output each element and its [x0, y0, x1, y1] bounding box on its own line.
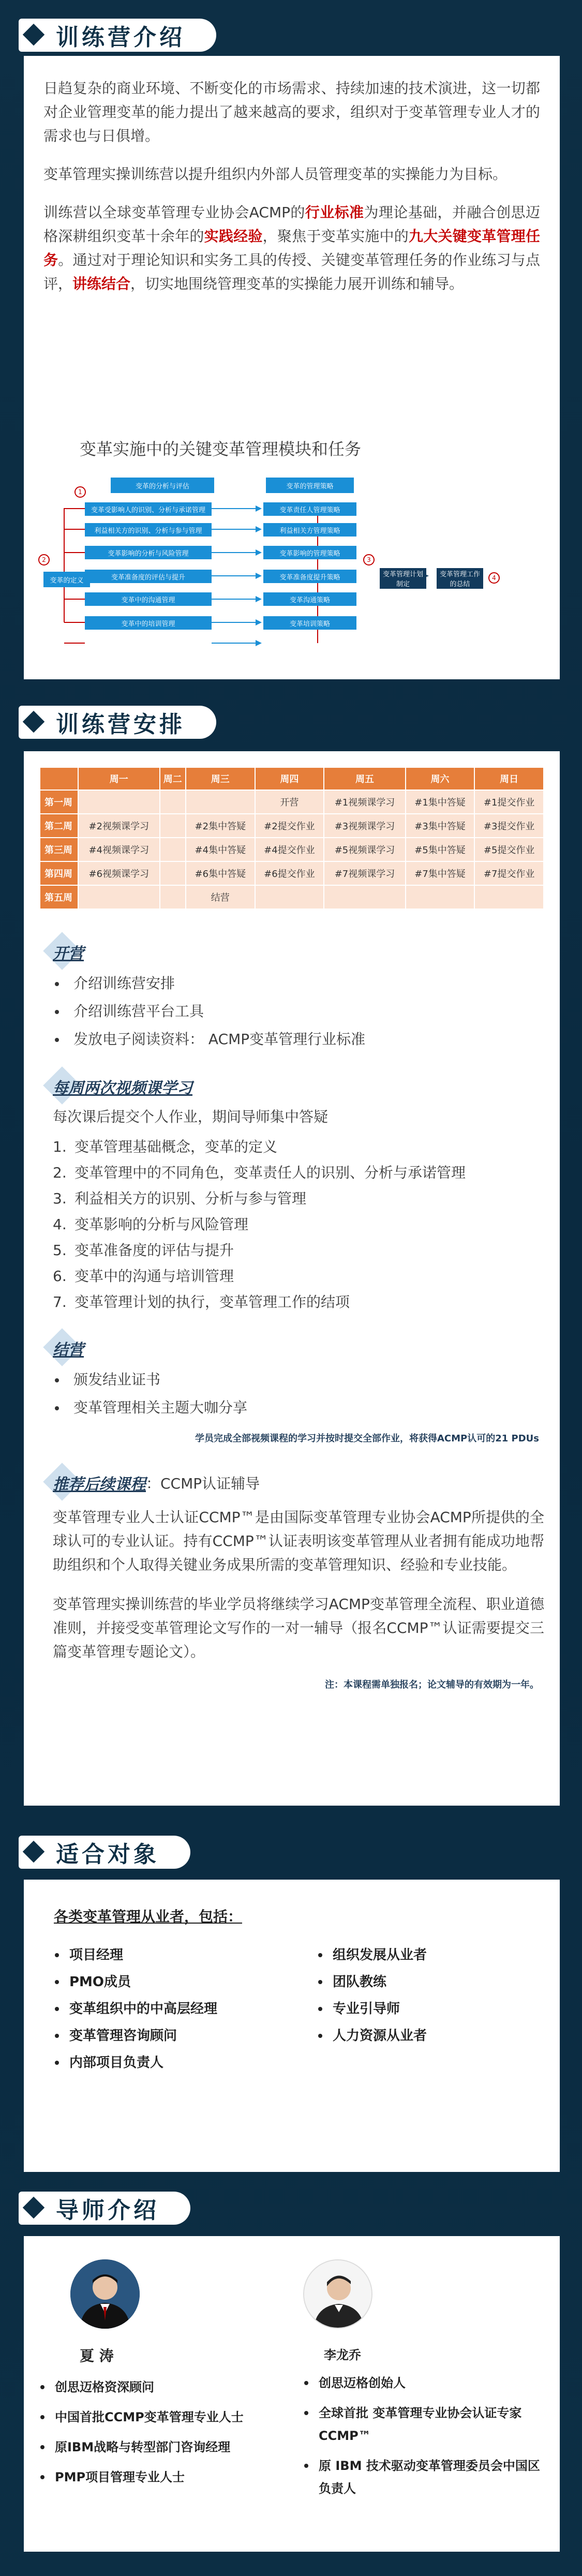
- table-cell: #5提交作业: [474, 838, 544, 861]
- list-item: 变革管理相关主题大咖分享: [53, 1394, 544, 1422]
- table-cell: #6提交作业: [255, 861, 324, 885]
- table-cell: #1集中答疑: [406, 790, 475, 814]
- closing-block: [53, 1337, 544, 1445]
- table-cell: #6视频课学习: [78, 861, 160, 885]
- p3-highlight-experience: 实践经验: [204, 228, 263, 245]
- mentor-name: 夏 涛: [80, 2347, 114, 2364]
- table-row: [40, 838, 544, 861]
- follow-heading-text: 推荐后续课程: [53, 1476, 146, 1494]
- diagram-left-item: 变革影响的分析与风险管理: [85, 546, 212, 559]
- mentor-avatar: [303, 2259, 372, 2329]
- diagram-left-item: 变革受影响人的识别、分析与承诺管理: [85, 502, 212, 516]
- diagram-plan-box: 变革管理计划制定: [380, 568, 426, 589]
- table-row: [40, 885, 544, 909]
- list-item: 全球首批 变革管理专业协会认证专家CCMP™: [303, 2402, 541, 2447]
- list-item: [53, 1160, 544, 1186]
- audience-right-list: [317, 1942, 530, 2076]
- intro-section-title: [19, 19, 216, 52]
- p3-highlight-standard: 行业标准: [305, 204, 364, 221]
- list-text: 利益相关方的识别、分析与参与管理: [74, 1190, 307, 1207]
- list-text: 变革管理中的不同角色，变革责任人的识别、分析与承诺管理: [74, 1164, 466, 1181]
- list-item: [53, 1289, 544, 1315]
- table-cell: #7提交作业: [474, 861, 544, 885]
- video-block: [53, 1075, 544, 1315]
- audience-card: [24, 1880, 560, 2172]
- intro-paragraph-2: 变革管理实操训练营以提升组织内外部人员管理变革的实操能力为目标。: [43, 166, 508, 183]
- table-cell: [160, 814, 186, 838]
- table-cell: [78, 885, 160, 909]
- diamond-icon: [23, 711, 44, 733]
- video-heading: [53, 1075, 192, 1098]
- p3-text-g: 。通过对于理论知识和实务工具的传授、关键变革管理任务的作业练习与点评，: [43, 251, 540, 292]
- list-number: 3.: [53, 1190, 67, 1207]
- audience-lead: 各类变革管理从业者，包括：: [54, 1908, 243, 1925]
- table-cell: #4提交作业: [255, 838, 324, 861]
- person-icon: [304, 2260, 372, 2329]
- table-cell: [474, 885, 544, 909]
- video-list: [53, 1134, 544, 1315]
- intro-card: [24, 56, 560, 679]
- table-cell: [160, 861, 186, 885]
- list-item: 创思迈格创始人: [303, 2372, 541, 2394]
- diagram-left-item: 利益相关方的识别、分析与参与管理: [85, 523, 212, 537]
- diagram-right-item: 变革培训策略: [263, 616, 356, 630]
- list-item: [53, 1238, 544, 1263]
- audience-title-text: 适合对象: [56, 1841, 159, 1868]
- list-number: 1.: [53, 1138, 67, 1155]
- table-cell: 结营: [186, 885, 255, 909]
- table-cell: #1提交作业: [474, 790, 544, 814]
- list-item: PMO成员: [54, 1969, 317, 1996]
- list-number: 7.: [53, 1293, 67, 1311]
- list-number: 2.: [53, 1164, 67, 1181]
- list-item: [53, 1186, 544, 1212]
- table-cell: [186, 790, 255, 814]
- p3-highlight-practice: 讲练结合: [72, 275, 131, 292]
- table-header: 周一: [78, 767, 160, 790]
- p3-text-e: ，聚焦于变革实施中的: [262, 228, 409, 245]
- list-item: 变革组织中的中高层经理: [54, 1996, 317, 2022]
- person-icon: [70, 2259, 140, 2329]
- list-item: 变革管理咨询顾问: [54, 2022, 317, 2049]
- list-item: [53, 1212, 544, 1238]
- diamond-icon: [23, 2197, 44, 2218]
- list-number: 6.: [53, 1268, 67, 1285]
- diagram-right-item: 变革准备度提升策略: [263, 570, 356, 583]
- diagram-step-marker: 3: [363, 554, 375, 565]
- table-row: [40, 861, 544, 885]
- intro-paragraph-3: [43, 201, 540, 296]
- table-header: [40, 767, 78, 790]
- diagram-right-item: 变革沟通策略: [263, 592, 356, 606]
- diagram-step-marker: 4: [488, 572, 500, 584]
- list-number: 5.: [53, 1242, 67, 1259]
- diagram-left-item: 变革中的沟通管理: [85, 592, 212, 606]
- table-cell: #3提交作业: [474, 814, 544, 838]
- audience-section-title: [19, 1836, 190, 1869]
- table-cell: #5视频课学习: [324, 838, 406, 861]
- list-item: 中国首批CCMP变革管理专业人士: [39, 2406, 288, 2429]
- video-description: 每次课后提交个人作业，期间导师集中答疑: [53, 1108, 329, 1125]
- diamond-icon: [23, 1841, 44, 1863]
- table-cell: #1视频课学习: [324, 790, 406, 814]
- list-item: 颁发结业证书: [53, 1366, 544, 1394]
- opening-heading-text: 开营: [53, 945, 84, 963]
- closing-heading: [53, 1337, 84, 1360]
- list-item: 内部项目负责人: [54, 2049, 317, 2076]
- diagram-step-marker: 1: [74, 486, 86, 498]
- diagram-step-marker: 2: [38, 554, 50, 565]
- diagram-top-left-box: 变革的分析与评估: [111, 478, 214, 493]
- list-text: 变革管理基础概念，变革的定义: [74, 1138, 278, 1155]
- table-cell: [78, 790, 160, 814]
- table-header: 周六: [406, 767, 475, 790]
- table-row: [40, 790, 544, 814]
- list-item: 原IBM战略与转型部门咨询经理: [39, 2436, 288, 2459]
- list-item: PMP项目管理专业人士: [39, 2466, 288, 2489]
- mentor-section-title: [19, 2192, 190, 2225]
- change-module-diagram: [43, 436, 540, 674]
- table-cell: #3集中答疑: [406, 814, 475, 838]
- schedule-title-text: 训练营安排: [56, 711, 185, 738]
- table-cell: #5集中答疑: [406, 838, 475, 861]
- diagram-start-box: 变革的定义: [43, 572, 90, 587]
- opening-list: [53, 970, 544, 1053]
- table-cell: [160, 885, 186, 909]
- table-cell: #7视频课学习: [324, 861, 406, 885]
- diagram-left-item: 变革中的培训管理: [85, 616, 212, 630]
- list-item: 专业引导师: [317, 1996, 530, 2022]
- diagram-left-item: 变革准备度的评估与提升: [85, 570, 212, 583]
- list-item: 人力资源从业者: [317, 2022, 530, 2049]
- diagram-right-item: 利益相关方管理策略: [263, 523, 356, 537]
- mentor-avatar: [70, 2259, 140, 2329]
- table-cell: 第二周: [40, 814, 78, 838]
- table-cell: 第三周: [40, 838, 78, 861]
- list-item: [53, 1263, 544, 1289]
- follow-block: [53, 1471, 544, 1691]
- list-item: 项目经理: [54, 1942, 317, 1969]
- follow-note: 注：本课程需单独报名；论文辅导的有效期为一年。: [325, 1679, 539, 1690]
- list-text: 变革准备度的评估与提升: [74, 1242, 234, 1259]
- diagram-right-item: 变革影响的管理策略: [263, 546, 356, 559]
- follow-paragraph-2: 变革管理实操训练营的毕业学员将继续学习ACMP变革管理全流程、职业道德准则，并接受变革管理论文写作的一对一辅导（报名CCMP™认证需要提交三篇变革管理专题论文）。: [53, 1596, 544, 1660]
- closing-heading-text: 结营: [53, 1341, 84, 1359]
- table-cell: [255, 885, 324, 909]
- diamond-icon: [23, 24, 44, 46]
- audience-left-list: [54, 1942, 317, 2076]
- table-row: [40, 814, 544, 838]
- list-text: 变革影响的分析与风险管理: [74, 1216, 249, 1233]
- mentor-1-list: [39, 2376, 288, 2489]
- table-cell: [324, 885, 406, 909]
- table-cell: #7集中答疑: [406, 861, 475, 885]
- table-cell: #2视频课学习: [78, 814, 160, 838]
- list-number: 4.: [53, 1216, 67, 1233]
- table-cell: #2提交作业: [255, 814, 324, 838]
- table-cell: [160, 838, 186, 861]
- table-cell: #3视频课学习: [324, 814, 406, 838]
- follow-heading: [53, 1471, 146, 1494]
- table-cell: #6集中答疑: [186, 861, 255, 885]
- pdu-note: 学员完成全部视频课程的学习并按时提交全部作业，将获得ACMP认可的21 PDUs: [195, 1433, 539, 1444]
- table-header: 周二: [160, 767, 186, 790]
- diagram-top-right-box: 变革的管理策略: [266, 478, 354, 493]
- opening-block: [53, 941, 544, 1053]
- follow-paragraph-1: 变革管理专业人士认证CCMP™是由国际变革管理专业协会ACMP所提供的全球认可的专业认证。持有CCMP™认证表明该变革管理从业者拥有能成功地帮助组织和个人取得关键业务成果所需的变革管理知识、经验和专业技能。: [53, 1509, 544, 1573]
- opening-heading: [53, 941, 84, 963]
- mentor-title-text: 导师介绍: [56, 2197, 159, 2224]
- mentor-2-list: [303, 2372, 541, 2500]
- list-item: 组织发展从业者: [317, 1942, 530, 1969]
- list-item: [53, 1134, 544, 1160]
- list-item: 介绍训练营安排: [53, 970, 544, 997]
- p3-highlight-tasks: 九大关键变革管理任务: [43, 228, 540, 269]
- list-item: 发放电子阅读资料： ACMP变革管理行业标准: [53, 1025, 544, 1053]
- schedule-section-title: [19, 706, 216, 739]
- table-header: 周三: [186, 767, 255, 790]
- list-item: 原 IBM 技术驱动变革管理委员会中国区负责人: [303, 2454, 541, 2500]
- intro-title-text: 训练营介绍: [56, 24, 185, 51]
- follow-course-name: ：CCMP认证辅导: [146, 1475, 260, 1492]
- video-heading-text: 每周两次视频课学习: [53, 1079, 192, 1097]
- table-cell: 第五周: [40, 885, 78, 909]
- diagram-end-box: 变革管理工作的总结: [437, 568, 483, 589]
- table-header: 周四: [255, 767, 324, 790]
- table-cell: [406, 885, 475, 909]
- diagram-right-item: 变革责任人管理策略: [263, 502, 356, 516]
- table-cell: #4集中答疑: [186, 838, 255, 861]
- table-cell: [160, 790, 186, 814]
- table-cell: 第一周: [40, 790, 78, 814]
- diagram-title: 变革实施中的关键变革管理模块和任务: [80, 439, 362, 459]
- table-header: 周日: [474, 767, 544, 790]
- mentor-name: 李龙乔: [324, 2348, 361, 2362]
- table-cell: #2集中答疑: [186, 814, 255, 838]
- table-header: 周五: [324, 767, 406, 790]
- p3-text-c: 为理论基础，并融合创思迈格深耕组织变革十余年的: [43, 204, 540, 245]
- table-cell: 第四周: [40, 861, 78, 885]
- table-cell: #4视频课学习: [78, 838, 160, 861]
- list-text: 变革管理计划的执行，变革管理工作的结项: [74, 1293, 350, 1311]
- schedule-card: [24, 751, 560, 1806]
- table-cell: 开营: [255, 790, 324, 814]
- list-text: 变革中的沟通与培训管理: [74, 1268, 234, 1285]
- p3-text-a: 训练营以全球变革管理专业协会ACMP的: [43, 204, 305, 221]
- schedule-table: [39, 767, 544, 910]
- intro-paragraph-1: 日趋复杂的商业环境、不断变化的市场需求、持续加速的技术演进，这一切都对企业管理变革的能力提出了越来越高的要求，组织对于变革管理专业人才的需求也与日俱增。: [43, 80, 540, 144]
- list-item: 团队教练: [317, 1969, 530, 1996]
- list-item: 介绍训练营平台工具: [53, 997, 544, 1025]
- closing-list: [53, 1366, 544, 1422]
- p3-text-i: ，切实地围绕管理变革的实操能力展开训练和辅导。: [130, 275, 464, 292]
- mentor-card: [24, 2236, 560, 2552]
- list-item: 创思迈格资深顾问: [39, 2376, 288, 2399]
